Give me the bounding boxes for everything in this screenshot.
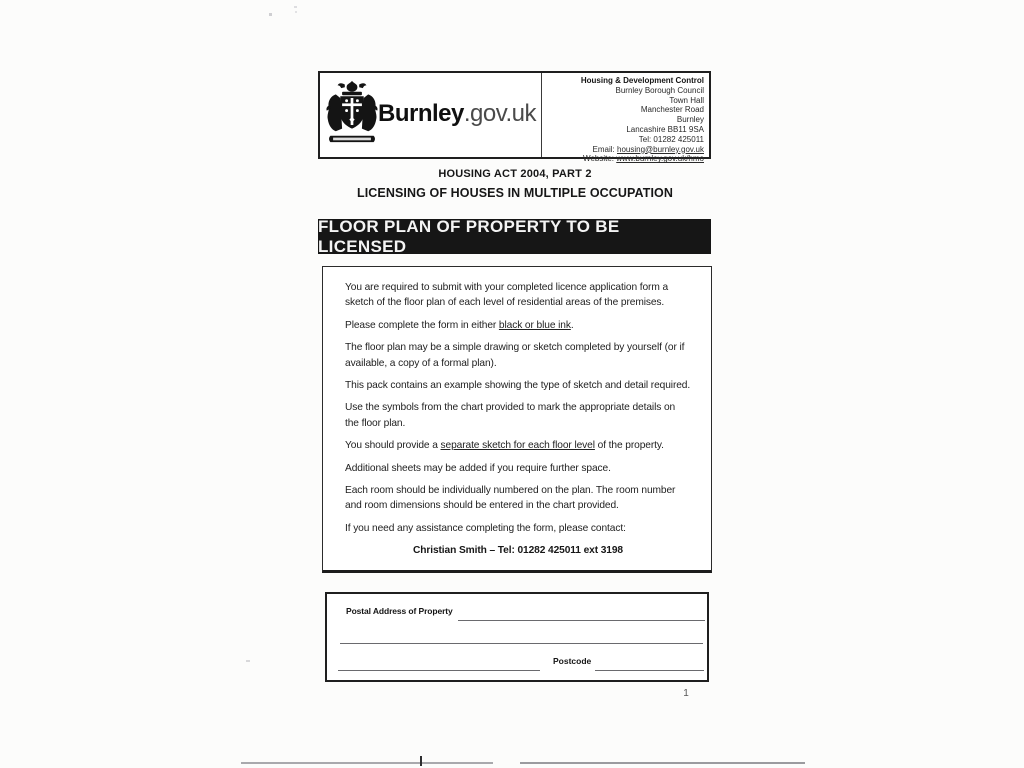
text-run: . xyxy=(570,319,574,331)
instruction-paragraph: Additional sheets may be added if you require further space. xyxy=(345,462,611,474)
website-link[interactable]: www.burnley.gov.uk/hmo xyxy=(616,154,704,164)
instruction-paragraph xyxy=(345,438,691,453)
logo-cell xyxy=(320,73,542,157)
email-line xyxy=(544,145,704,155)
instruction-paragraph: This pack contains an example showing the type of sketch and detail required. xyxy=(345,380,691,392)
address-line: Lancashire BB11 9SA xyxy=(626,124,704,134)
postcode-write-line[interactable] xyxy=(595,670,704,671)
wordmark-bold: Burnley xyxy=(378,100,464,127)
scan-speck xyxy=(295,11,297,13)
underlined-text: black or blue ink xyxy=(498,319,571,331)
instruction-paragraph: You are required to submit with your completed licence application form a sketch of the floor plan of each level of residential areas of the premises. xyxy=(345,282,669,309)
address-write-line-3[interactable] xyxy=(338,670,540,671)
instruction-paragraph: Each room should be individually numbered on the plan. The room number and room dimensions should be entered in the chart provided. xyxy=(345,485,676,512)
address-line: Town Hall xyxy=(669,95,704,105)
instruction-paragraph: If you need any assistance completing the form, please contact: xyxy=(345,522,626,534)
scan-edge-line xyxy=(520,762,805,764)
instructions-box xyxy=(322,266,712,573)
text-run: of the property. xyxy=(594,440,664,452)
act-heading: HOUSING ACT 2004, PART 2 xyxy=(438,168,592,180)
postcode-label: Postcode xyxy=(553,656,592,666)
burnley-coat-of-arms-icon xyxy=(325,79,379,153)
form-title-banner: FLOOR PLAN OF PROPERTY TO BE LICENSED xyxy=(318,219,711,254)
letterhead xyxy=(318,71,711,164)
scan-speck xyxy=(269,13,272,16)
email-link[interactable]: housing@burnley.gov.uk xyxy=(617,144,704,154)
address-write-line-2[interactable] xyxy=(340,643,703,644)
website-line xyxy=(544,154,704,164)
text-run: You should provide a xyxy=(345,440,441,452)
address-line: Manchester Road xyxy=(640,105,704,115)
text-run: Please complete the form in either xyxy=(345,319,499,331)
page-number: 1 xyxy=(683,688,689,699)
council-address-block xyxy=(542,73,709,164)
address-line: Burnley Borough Council xyxy=(615,85,704,95)
instruction-paragraph: Use the symbols from the chart provided to mark the appropriate details on the floor plan. xyxy=(345,402,676,429)
licensing-heading: LICENSING OF HOUSES IN MULTIPLE OCCUPATION xyxy=(356,186,673,200)
address-write-line-1[interactable] xyxy=(458,620,705,621)
email-label: Email: xyxy=(592,144,617,154)
scan-edge-line xyxy=(241,762,493,764)
phone-line: Tel: 01282 425011 xyxy=(638,134,704,144)
department-name: Housing & Development Control xyxy=(580,76,704,85)
postal-address-box xyxy=(325,592,709,682)
scan-speck xyxy=(294,6,297,8)
instruction-paragraph xyxy=(345,318,691,333)
website-label: Website: xyxy=(583,154,617,164)
address-line: Burnley xyxy=(676,115,704,125)
scan-speck xyxy=(246,660,250,662)
postal-address-label: Postal Address of Property xyxy=(346,606,453,616)
contact-line: Christian Smith – Tel: 01282 425011 ext 3198 xyxy=(412,545,624,557)
instruction-paragraph: The floor plan may be a simple drawing or sketch completed by yourself (or if available, a copy of a formal plan). xyxy=(345,342,685,369)
wordmark-light: .gov.uk xyxy=(463,100,536,127)
underlined-text: separate sketch for each floor level xyxy=(440,440,595,452)
scan-edge-tick xyxy=(420,756,422,766)
burnley-wordmark xyxy=(378,100,536,128)
